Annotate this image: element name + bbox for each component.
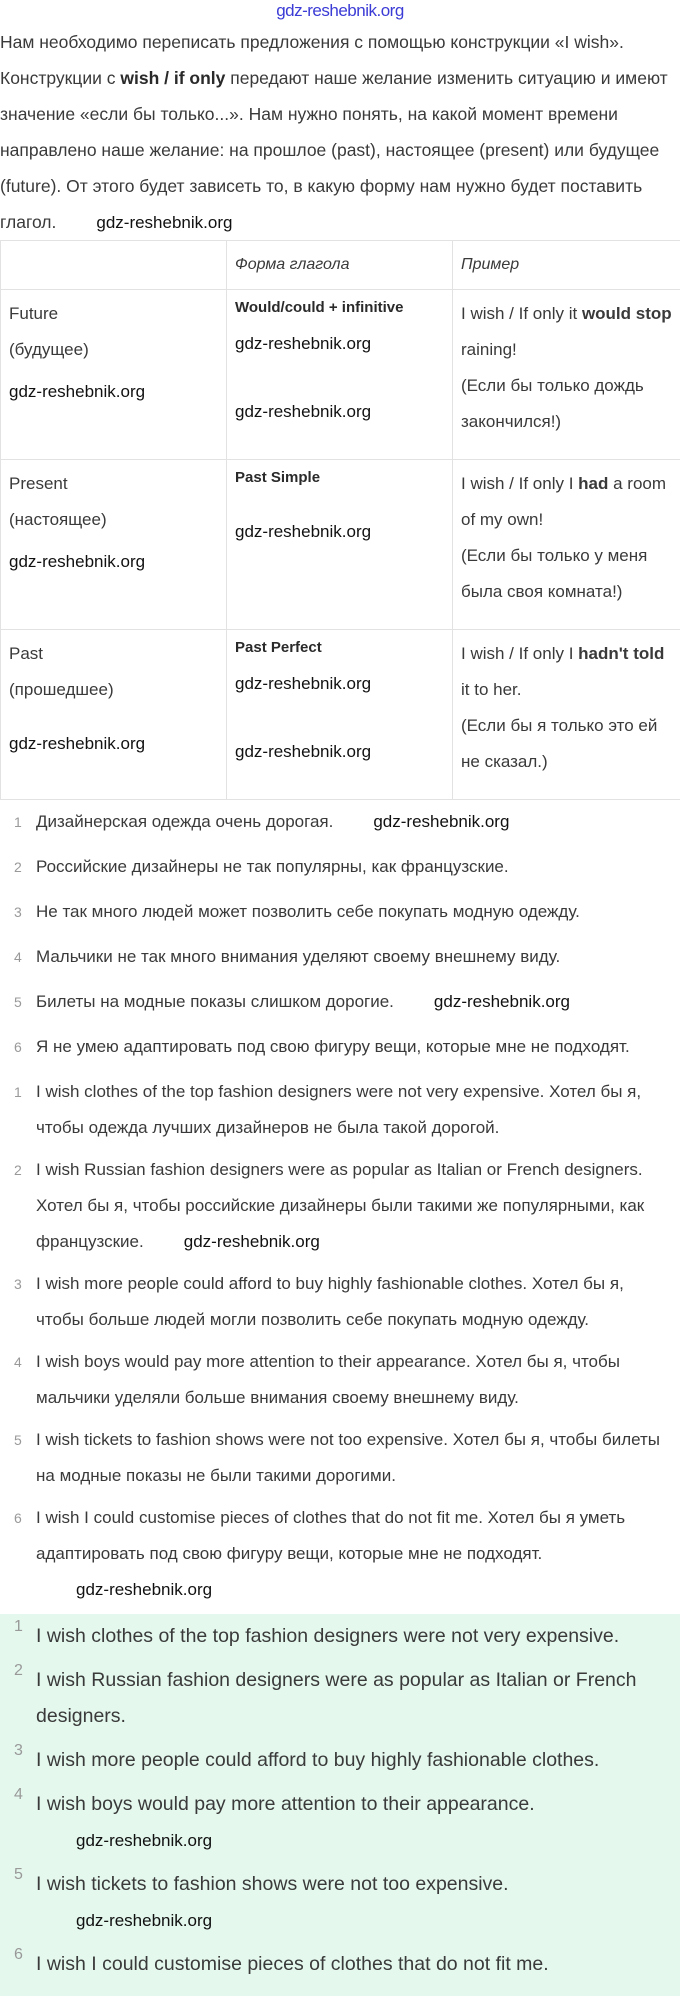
list-item bbox=[0, 984, 672, 1020]
grammar-table bbox=[0, 240, 680, 800]
item-text-wrap bbox=[36, 1152, 672, 1260]
watermark: gdz-reshebnik.org bbox=[76, 1580, 212, 1600]
item-number: 6 bbox=[0, 1029, 36, 1065]
form-label: Would/could + infinitive bbox=[235, 296, 444, 320]
item-text: Дизайнерская одежда очень дорогая. bbox=[36, 812, 333, 831]
list-item bbox=[0, 1074, 672, 1146]
example-en: I wish / If only I hadn't told it to her. bbox=[461, 636, 672, 708]
source-sentences-list bbox=[0, 800, 680, 1065]
example-ru: (Если бы только дождь закончился!) bbox=[461, 368, 672, 440]
form-label: Past Simple bbox=[235, 466, 444, 490]
item-number: 2 bbox=[0, 1152, 36, 1260]
form-cell bbox=[227, 460, 453, 630]
item-text: I wish Russian fashion designers were as popular as Italian or French designers. bbox=[36, 1662, 672, 1734]
table-row bbox=[1, 630, 680, 800]
item-number: 3 bbox=[0, 894, 36, 930]
intro-text: передают наше желание изменить ситуацию и имеют значение «если бы только...». Нам нужно понять, на какой момент времени направлено наше желание: на прошлое (past), настоящее (present) или будущее (future). От этого будет зависеть то, в какую форму нам нужно будет поставить глагол. bbox=[0, 68, 668, 232]
list-item bbox=[0, 894, 672, 930]
time-label-ru: (будущее) bbox=[9, 332, 218, 368]
watermark: gdz-reshebnik.org bbox=[434, 992, 570, 1012]
list-item bbox=[0, 1500, 672, 1608]
item-text: I wish tickets to fashion shows were not too expensive. bbox=[36, 1873, 509, 1895]
example-ru: (Если бы я только это ей не сказал.) bbox=[461, 708, 672, 780]
site-header-link[interactable]: gdz-reshebnik.org bbox=[0, 0, 680, 24]
example-cell bbox=[453, 460, 680, 630]
item-text: I wish more people could afford to buy highly fashionable clothes. bbox=[36, 1742, 672, 1778]
watermark: gdz-reshebnik.org bbox=[235, 400, 444, 424]
list-item bbox=[0, 849, 672, 885]
time-label: Past bbox=[9, 636, 218, 672]
example-cell bbox=[453, 630, 680, 800]
item-number: 3 bbox=[0, 1266, 36, 1338]
item-text: I wish boys would pay more attention to their appearance. Хотел бы я, чтобы мальчики уделяли больше внимания своему внешнему виду. bbox=[36, 1344, 672, 1416]
intro-text: Нам необходимо переписать предложения с помощью конструкции «I wish». Конструкции с bbox=[0, 32, 624, 88]
item-text: I wish clothes of the top fashion designers were not very expensive. bbox=[36, 1618, 672, 1654]
item-text: Билеты на модные показы слишком дорогие. bbox=[36, 992, 394, 1011]
answer-item bbox=[0, 1946, 672, 1982]
list-item bbox=[0, 1029, 672, 1065]
translations-list bbox=[0, 1074, 680, 1608]
item-text: Российские дизайнеры не так популярны, как французские. bbox=[36, 849, 672, 885]
list-item bbox=[0, 1266, 672, 1338]
time-label: Present bbox=[9, 466, 218, 502]
item-text: I wish boys would pay more attention to their appearance. bbox=[36, 1793, 535, 1815]
form-cell bbox=[227, 630, 453, 800]
intro-bold: wish / if only bbox=[120, 68, 225, 88]
item-number: 6 bbox=[0, 1500, 36, 1608]
time-cell bbox=[1, 460, 227, 630]
watermark: gdz-reshebnik.org bbox=[96, 213, 232, 233]
item-number: 2 bbox=[0, 1662, 36, 1734]
header-cell: Форма глагола bbox=[227, 241, 453, 290]
answers-panel bbox=[0, 1614, 680, 1996]
item-number: 4 bbox=[0, 939, 36, 975]
table-header-row bbox=[1, 241, 680, 290]
watermark: gdz-reshebnik.org bbox=[9, 380, 218, 404]
watermark: gdz-reshebnik.org bbox=[235, 332, 444, 356]
item-text: I wish more people could afford to buy highly fashionable clothes. Хотел бы я, чтобы больше людей могли позволить себе покупать модную одежду. bbox=[36, 1266, 672, 1338]
list-item bbox=[0, 1344, 672, 1416]
item-number: 1 bbox=[0, 1618, 36, 1654]
item-number: 4 bbox=[0, 1344, 36, 1416]
item-number: 4 bbox=[0, 1786, 36, 1858]
item-text: I wish I could customise pieces of clothes that do not fit me. bbox=[36, 1946, 672, 1982]
watermark: gdz-reshebnik.org bbox=[9, 732, 218, 756]
item-text-wrap bbox=[36, 984, 672, 1020]
form-cell bbox=[227, 290, 453, 460]
item-text-wrap bbox=[36, 804, 672, 840]
header-cell: Пример bbox=[453, 241, 680, 290]
header-cell bbox=[1, 241, 227, 290]
time-cell bbox=[1, 630, 227, 800]
example-cell bbox=[453, 290, 680, 460]
answer-item bbox=[0, 1786, 672, 1858]
item-number: 6 bbox=[0, 1946, 36, 1982]
time-label-ru: (настоящее) bbox=[9, 502, 218, 538]
item-text: Не так много людей может позволить себе покупать модную одежду. bbox=[36, 894, 672, 930]
item-number: 1 bbox=[0, 804, 36, 840]
item-number: 1 bbox=[0, 1074, 36, 1146]
item-number: 3 bbox=[0, 1742, 36, 1778]
list-item bbox=[0, 1422, 672, 1494]
item-text: I wish I could customise pieces of clothes that do not fit me. Хотел бы я уметь адаптировать под свою фигуру вещи, которые мне не подходят. bbox=[36, 1508, 625, 1563]
time-label-ru: (прошедшее) bbox=[9, 672, 218, 708]
item-number: 5 bbox=[0, 1422, 36, 1494]
item-text-wrap bbox=[36, 1786, 672, 1858]
list-item bbox=[0, 1152, 672, 1260]
item-text: Мальчики не так много внимания уделяют своему внешнему виду. bbox=[36, 939, 672, 975]
watermark: gdz-reshebnik.org bbox=[235, 672, 444, 696]
watermark: gdz-reshebnik.org bbox=[373, 812, 509, 832]
item-text: I wish tickets to fashion shows were not too expensive. Хотел бы я, чтобы билеты на модные показы не были такими дорогими. bbox=[36, 1422, 672, 1494]
watermark: gdz-reshebnik.org bbox=[235, 740, 444, 764]
answer-item bbox=[0, 1662, 672, 1734]
item-text: I wish Russian fashion designers were as popular as Italian or French designers. Хотел бы я, чтобы российские дизайнеры были такими же популярными, как французские. bbox=[36, 1160, 644, 1251]
item-number: 2 bbox=[0, 849, 36, 885]
table-row bbox=[1, 290, 680, 460]
list-item bbox=[0, 939, 672, 975]
intro-paragraph bbox=[0, 24, 675, 240]
time-cell bbox=[1, 290, 227, 460]
watermark: gdz-reshebnik.org bbox=[9, 550, 218, 574]
watermark: gdz-reshebnik.org bbox=[76, 1831, 212, 1851]
item-text-wrap bbox=[36, 1500, 672, 1608]
watermark: gdz-reshebnik.org bbox=[76, 1911, 212, 1931]
example-en: I wish / If only it would stop raining! bbox=[461, 296, 672, 368]
watermark: gdz-reshebnik.org bbox=[235, 520, 444, 544]
example-en: I wish / If only I had a room of my own! bbox=[461, 466, 672, 538]
item-number: 5 bbox=[0, 1866, 36, 1938]
item-number: 5 bbox=[0, 984, 36, 1020]
answer-item bbox=[0, 1618, 672, 1654]
form-label: Past Perfect bbox=[235, 636, 444, 660]
answer-item bbox=[0, 1742, 672, 1778]
table-row bbox=[1, 460, 680, 630]
list-item bbox=[0, 804, 672, 840]
time-label: Future bbox=[9, 296, 218, 332]
example-ru: (Если бы только у меня была своя комната!) bbox=[461, 538, 672, 610]
watermark: gdz-reshebnik.org bbox=[184, 1232, 320, 1252]
item-text: I wish clothes of the top fashion designers were not very expensive. Хотел бы я, чтобы одежда лучших дизайнеров не была такой дорогой. bbox=[36, 1074, 672, 1146]
item-text: Я не умею адаптировать под свою фигуру вещи, которые мне не подходят. bbox=[36, 1029, 672, 1065]
